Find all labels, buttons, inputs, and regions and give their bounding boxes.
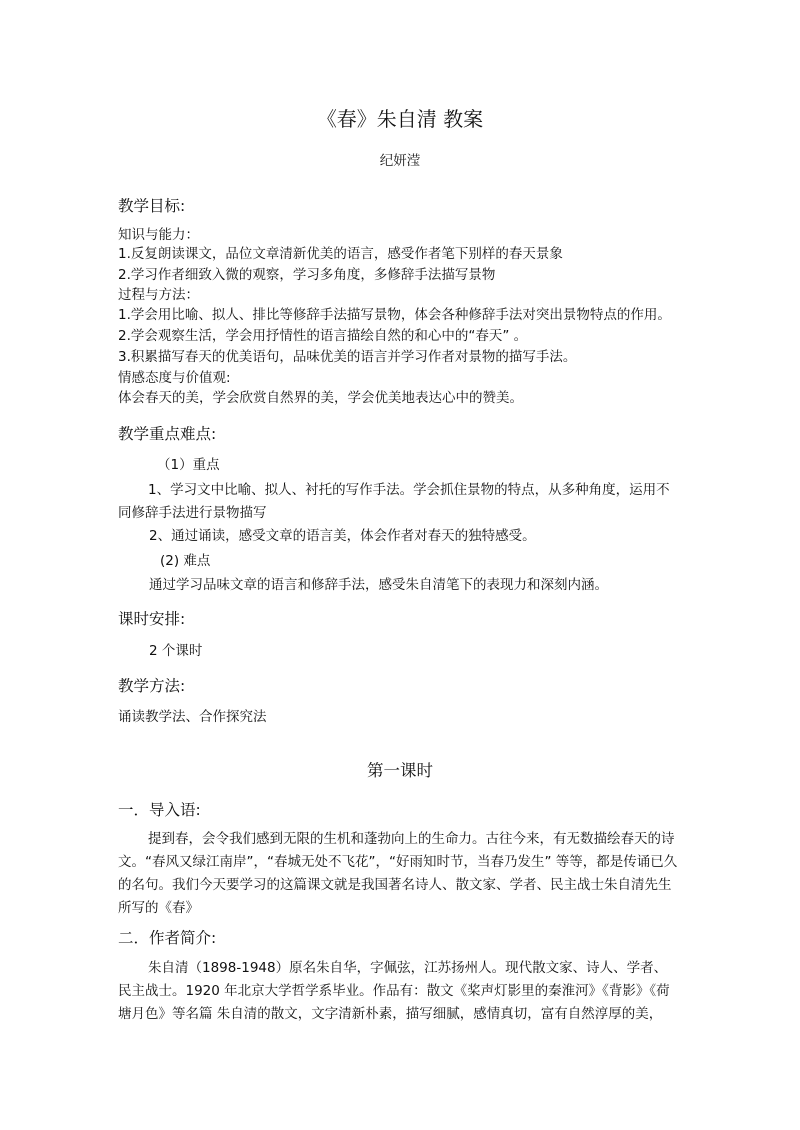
schedule-value: 2 个课时 — [149, 643, 203, 659]
process-item-3: 3.积累描写春天的优美语句，品味优美的语言并学习作者对景物的描写手法。 — [118, 349, 577, 365]
process-item-1: 1.学会用比喻、拟人、排比等修辞手法描写景物，体会各种修辞手法对突出景物特点的作用。 — [118, 307, 671, 323]
key-label: （1）重点 — [157, 457, 220, 473]
goals-heading: 教学目标: — [118, 197, 186, 215]
difficulty-label: (2) 难点 — [160, 553, 211, 569]
schedule-heading: 课时安排: — [118, 610, 186, 628]
author-bio-paragraph: 朱自清（1898-1948）原名朱自华，字佩弦，江苏扬州人。现代散文家、诗人、学者、民主战士。1920 年北京大学哲学系毕业。作品有：散文《桨声灯影里的秦淮河》《背影》《荷塘月色》等名篇 朱自清的散文，文字清新朴素，描写细腻，感情真切，富有自然淳厚的美， — [118, 960, 670, 1022]
methods-heading: 教学方法: — [118, 677, 186, 695]
intro-heading: 一．导入语: — [118, 801, 201, 819]
process-item-2: 2.学会观察生活，学会用抒情性的语言描绘自然的和心中的“春天” 。 — [118, 328, 528, 344]
key-item-2: 2、通过诵读，感受文章的语言美，体会作者对春天的独特感受。 — [149, 528, 536, 544]
knowledge-item-2: 2.学习作者细致入微的观察，学习多角度，多修辞手法描写景物 — [118, 267, 496, 283]
process-label: 过程与方法： — [118, 287, 199, 303]
document-author: 纪妍滢 — [379, 153, 421, 169]
methods-value: 诵读教学法、合作探究法 — [118, 709, 267, 725]
emotion-label: 情感态度与价值观: — [118, 370, 231, 386]
knowledge-label: 知识与能力： — [118, 227, 199, 243]
lesson1-title: 第一课时 — [367, 761, 433, 780]
key-item-1: 1、学习文中比喻、拟人、衬托的写作手法。学会抓住景物的特点，从多种角度，运用不同修辞手法进行景物描写 — [118, 482, 670, 521]
document-title: 《春》朱自清 教案 — [316, 107, 484, 131]
author-bio-heading: 二．作者简介: — [118, 929, 217, 947]
knowledge-item-1: 1.反复朗读课文，品位文章清新优美的语言，感受作者笔下别样的春天景象 — [118, 246, 563, 262]
key-points-heading: 教学重点难点: — [118, 425, 217, 443]
difficulty-item-1: 通过学习品味文章的语言和修辞手法，感受朱自清笔下的表现力和深刻内涵。 — [149, 577, 608, 593]
emotion-item-1: 体会春天的美，学会欣赏自然界的美，学会优美地表达心中的赞美。 — [118, 390, 523, 406]
intro-paragraph: 提到春，会令我们感到无限的生机和蓬勃向上的生命力。古往今来，有无数描绘春天的诗文。“春风又绿江南岸”，“春城无处不飞花”，“好雨知时节，当春乃发生” 等等，都是传诵已久的名句。我们今天要学习的这篇课文就是我国著名诗人、散文家、学者、民主战士朱自清先生所写的《春》 — [118, 831, 678, 916]
